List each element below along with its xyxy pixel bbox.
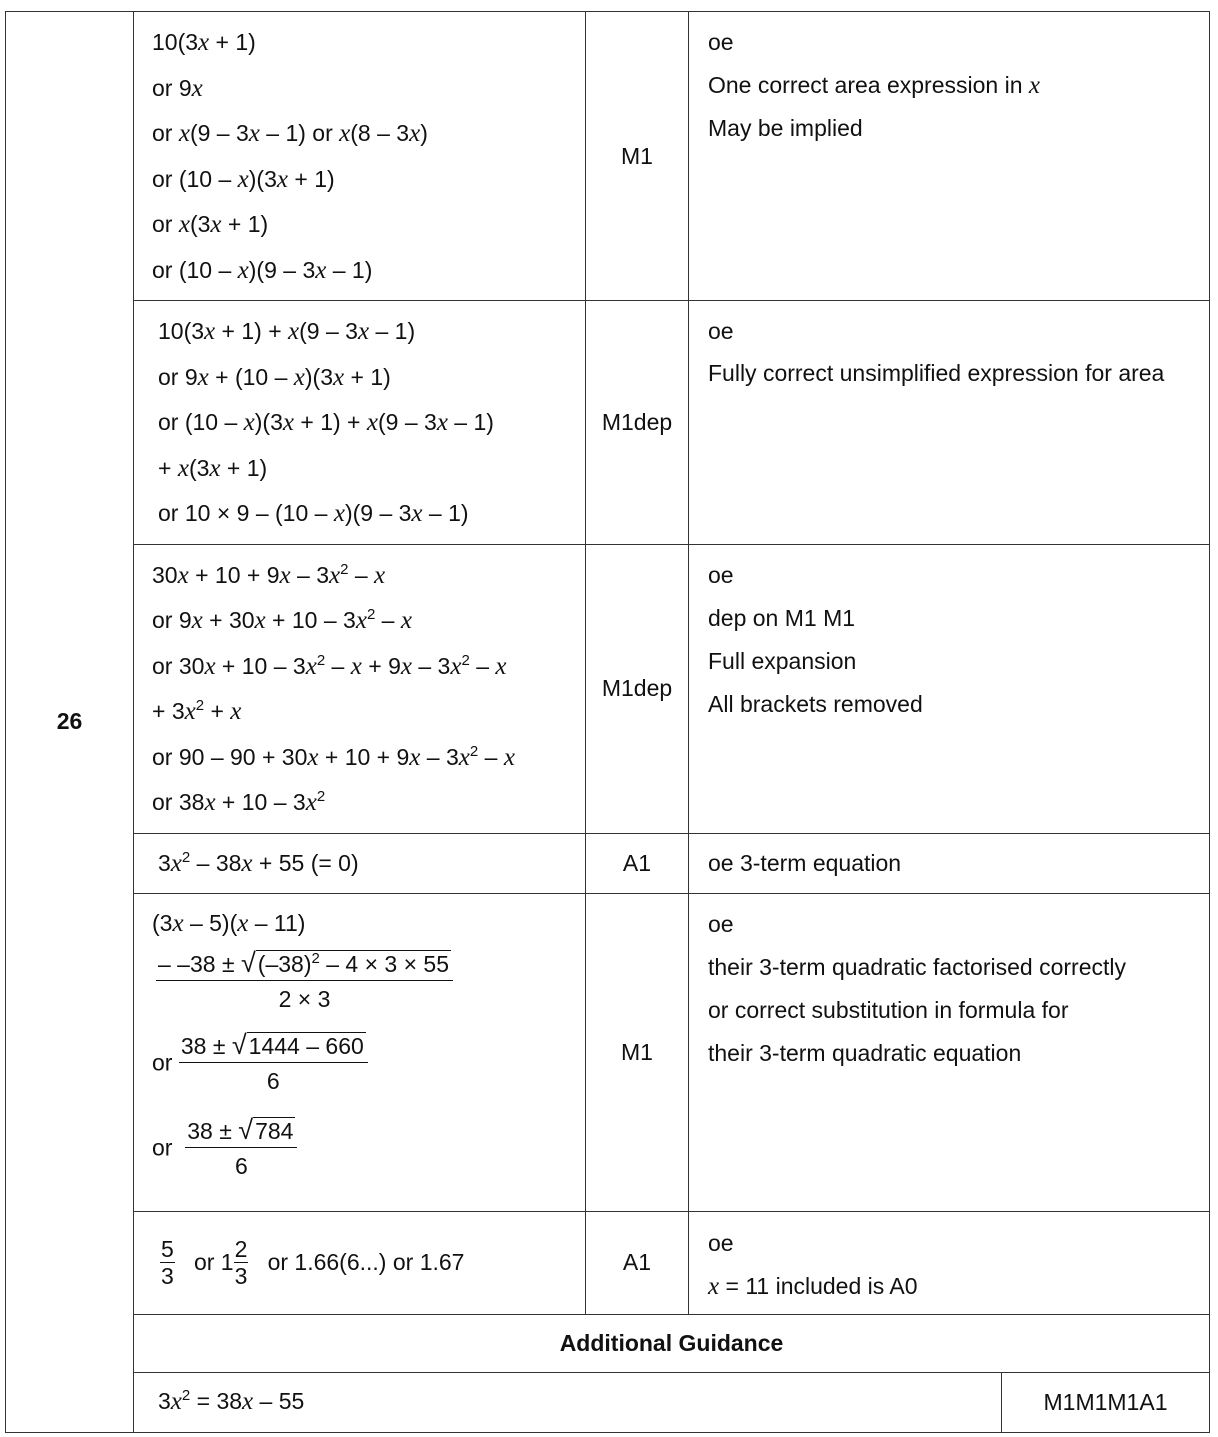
- math-text: May be implied: [708, 115, 863, 141]
- mark-row: [6, 12, 1210, 301]
- math-text: – 1): [447, 409, 494, 435]
- formula-fraction-3: or $\frac{38 \pm √784}{6}$: [152, 1115, 585, 1195]
- mark-cell: M1: [586, 893, 689, 1211]
- mark-cell: A1: [586, 1211, 689, 1314]
- math-text: + 10 + 9: [318, 743, 410, 770]
- math-text: + 1): [288, 165, 335, 192]
- text-line: [152, 73, 585, 119]
- mark-cell: M1dep: [586, 544, 689, 833]
- text-line: [708, 848, 1209, 878]
- math-text: or 90 – 90 + 30: [152, 743, 308, 770]
- superscript: 2: [195, 697, 205, 714]
- math-text: )(9 – 3: [344, 500, 412, 526]
- math-text: oe: [708, 1229, 734, 1256]
- math-variable: x: [400, 652, 412, 680]
- guidance-marks: M1M1M1A1: [1002, 1372, 1210, 1432]
- math-text: their 3-term quadratic equation: [708, 1039, 1022, 1066]
- math-text: – 1): [422, 500, 469, 526]
- math-text: + 1): [220, 454, 268, 481]
- math-variable: x: [172, 909, 184, 937]
- text-line: [152, 209, 585, 255]
- math-variable: x: [241, 849, 253, 877]
- math-text: –: [375, 607, 401, 633]
- math-variable: x: [495, 652, 507, 680]
- text-line: [708, 27, 1209, 70]
- math-text: ): [420, 120, 428, 146]
- math-text: – 1): [369, 318, 416, 344]
- comments-cell: [689, 301, 1210, 545]
- math-text: –: [478, 743, 504, 770]
- mark-row: [6, 1211, 1210, 1314]
- text-line: [158, 498, 585, 544]
- math-text: )(3: [304, 363, 334, 390]
- text-line: [708, 1271, 1209, 1314]
- math-variable: x: [411, 500, 423, 527]
- math-text: – 11): [248, 909, 306, 936]
- math-variable: x: [197, 363, 209, 391]
- math-text: (3: [188, 454, 210, 481]
- math-variable: x: [409, 743, 421, 771]
- math-variable: x: [248, 120, 260, 147]
- text-line: [158, 362, 585, 408]
- math-text: One correct area expression in: [708, 72, 1029, 98]
- math-text: 3: [158, 1388, 171, 1414]
- comments-cell: [689, 12, 1210, 301]
- math-variable: x: [170, 849, 182, 877]
- math-variable: x: [350, 652, 362, 680]
- math-variable: x: [357, 318, 370, 345]
- math-text: – 1) or: [259, 120, 340, 146]
- math-text: + 9: [361, 652, 401, 679]
- superscript: 2: [340, 560, 349, 578]
- working-cell: [134, 544, 586, 833]
- math-variable: x: [210, 211, 222, 238]
- math-text: – 3: [290, 561, 329, 588]
- math-variable: x: [305, 789, 317, 816]
- text-line: [152, 27, 585, 73]
- math-text: oe: [708, 910, 734, 937]
- math-text: = 38: [190, 1388, 243, 1414]
- math-text: or (10 –: [152, 256, 238, 283]
- math-text: or 9: [158, 363, 198, 390]
- math-text: oe 3-term equation: [708, 850, 902, 876]
- mark-cell: A1: [586, 833, 689, 893]
- math-text: (9 – 3: [299, 318, 358, 344]
- math-text: + 30: [202, 607, 255, 633]
- math-variable: x: [230, 698, 242, 725]
- text-line: [708, 560, 1209, 603]
- additional-guidance-heading: Additional Guidance: [134, 1314, 1210, 1372]
- formula-fraction-2: or $\frac{38 \pm √1444 - 660}{6}$: [152, 1030, 585, 1115]
- math-text: or: [152, 211, 179, 237]
- working-cell: [134, 833, 586, 893]
- math-text: (9 – 3: [377, 409, 437, 435]
- math-text: + 1): [221, 211, 269, 237]
- math-text: 30: [152, 561, 178, 588]
- text-line: [152, 787, 585, 833]
- math-text: –: [469, 652, 496, 679]
- mark-cell: M1dep: [586, 301, 689, 545]
- guidance-heading-row: [6, 1314, 1210, 1372]
- math-variable: x: [374, 561, 386, 589]
- math-text: 10(3: [158, 318, 205, 344]
- math-text: + 10 – 3: [265, 607, 356, 633]
- math-variable: x: [305, 652, 317, 680]
- working-cell: [134, 301, 586, 545]
- text-line: [708, 952, 1209, 995]
- math-text: –: [348, 561, 375, 588]
- math-text: + 55 (= 0): [252, 849, 359, 876]
- math-variable: x: [204, 652, 216, 680]
- math-text: + 10 – 3: [215, 789, 306, 815]
- math-text: (8 – 3: [350, 120, 410, 146]
- text-line: [708, 359, 1209, 387]
- text-line: [152, 696, 585, 742]
- math-text: +: [158, 454, 178, 481]
- guidance-row: [6, 1372, 1210, 1432]
- math-text: + 1): [209, 29, 256, 55]
- text-line: [708, 995, 1209, 1038]
- math-variable: x: [708, 1272, 720, 1300]
- math-variable: x: [450, 652, 462, 680]
- math-text: = 11 included is A0: [719, 1272, 918, 1299]
- superscript: 2: [461, 651, 470, 669]
- text-line: [158, 453, 585, 499]
- text-line: [158, 316, 585, 362]
- math-variable: x: [178, 120, 190, 147]
- math-variable: x: [237, 256, 249, 284]
- math-text: or: [152, 120, 179, 146]
- math-text: or 38: [152, 789, 205, 815]
- math-variable: x: [293, 363, 305, 391]
- math-variable: x: [400, 607, 412, 634]
- guidance-text: [134, 1372, 1002, 1432]
- math-text: + 1) +: [215, 318, 289, 344]
- math-text: (9 – 3: [189, 120, 249, 146]
- factorised-expression: [152, 908, 585, 948]
- text-line: [152, 651, 585, 697]
- math-text: 10(3: [152, 29, 199, 55]
- math-variable: x: [243, 409, 255, 436]
- math-variable: x: [1028, 72, 1040, 99]
- math-text: )(3: [248, 165, 277, 192]
- math-variable: x: [288, 318, 300, 345]
- text-line: [708, 689, 1209, 732]
- math-variable: x: [177, 454, 189, 482]
- math-variable: x: [237, 165, 249, 193]
- formula-fraction-1: $\frac{- -38 \pm √(-38)^2 - 4 \times 3 \times 55}{2 \times 3}$: [152, 948, 585, 1030]
- math-variable: x: [237, 909, 249, 937]
- math-variable: x: [366, 409, 378, 436]
- superscript: 2: [316, 788, 326, 805]
- comments-cell: [689, 544, 1210, 833]
- math-text: – 5)(: [183, 909, 238, 936]
- superscript: 2: [366, 606, 376, 623]
- math-variable: x: [409, 120, 421, 147]
- text-line: [708, 1228, 1209, 1271]
- math-text: )(3: [254, 409, 283, 435]
- mark-row: [6, 833, 1210, 893]
- math-variable: x: [276, 165, 288, 193]
- math-variable: x: [204, 318, 216, 345]
- math-variable: x: [279, 561, 291, 589]
- math-text: – 1): [326, 256, 373, 283]
- math-variable: x: [191, 607, 203, 634]
- math-variable: x: [184, 698, 196, 725]
- math-variable: x: [170, 1388, 182, 1415]
- comments-cell: [689, 893, 1210, 1211]
- math-text: + (10 –: [208, 363, 294, 390]
- math-text: oe: [708, 29, 734, 55]
- math-text: + 10 + 9: [188, 561, 280, 588]
- math-text: – 3: [411, 652, 451, 679]
- math-variable: x: [339, 120, 351, 147]
- math-text: or 9: [152, 607, 192, 633]
- working-cell: [134, 893, 586, 1211]
- math-variable: x: [355, 607, 367, 634]
- math-text: or 10 × 9 – (10 –: [158, 500, 334, 526]
- math-text: – 3: [420, 743, 459, 770]
- mark-cell: M1: [586, 12, 689, 301]
- text-line: [708, 70, 1209, 113]
- text-line: [152, 118, 585, 164]
- math-text: their 3-term quadratic factorised correctly: [708, 953, 1126, 980]
- math-text: + 3: [152, 698, 185, 724]
- math-variable: x: [209, 454, 221, 482]
- math-variable: x: [333, 500, 345, 527]
- math-text: Full expansion: [708, 647, 857, 674]
- math-text: or (10 –: [158, 409, 244, 435]
- text-line: [708, 1038, 1209, 1081]
- math-variable: x: [503, 743, 515, 771]
- text-line: [708, 909, 1209, 952]
- math-text: (3: [189, 211, 211, 237]
- math-text: or (10 –: [152, 165, 238, 192]
- math-variable: x: [458, 743, 470, 771]
- superscript: 2: [181, 1387, 191, 1404]
- math-text: )(9 – 3: [248, 256, 316, 283]
- mark-row: [6, 544, 1210, 833]
- text-line: [158, 407, 585, 453]
- text-line: [152, 164, 585, 210]
- math-text: oe: [708, 318, 734, 344]
- text-line: [708, 603, 1209, 646]
- math-text: 3: [158, 849, 171, 876]
- math-text: +: [204, 698, 231, 724]
- superscript: 2: [469, 742, 479, 760]
- text-line: [152, 605, 585, 651]
- question-number: 26: [6, 12, 134, 1433]
- math-text: oe: [708, 561, 734, 588]
- math-variable: x: [178, 211, 190, 238]
- math-variable: x: [177, 561, 189, 589]
- math-text: – 55: [253, 1388, 305, 1414]
- math-variable: x: [204, 789, 216, 816]
- superscript: 2: [316, 651, 326, 669]
- text-line: [152, 742, 585, 788]
- math-variable: x: [242, 1388, 254, 1415]
- math-text: – 38: [190, 849, 242, 876]
- math-text: (3: [152, 909, 173, 936]
- text-line: [708, 646, 1209, 689]
- text-line: [152, 255, 585, 301]
- math-text: or correct substitution in formula for: [708, 996, 1069, 1023]
- math-text: –: [325, 652, 351, 679]
- math-variable: x: [436, 409, 448, 436]
- math-variable: x: [198, 29, 210, 56]
- math-variable: x: [282, 409, 294, 436]
- mark-scheme-table: [5, 11, 1210, 1433]
- math-text: or 30: [152, 652, 205, 679]
- working-cell: $\frac{5}{3}$ or 1 $\frac{2}{3}$ or 1.66(6...) or 1.67: [134, 1211, 586, 1314]
- comments-cell: [689, 833, 1210, 893]
- mark-row: [6, 301, 1210, 545]
- math-variable: x: [329, 561, 341, 589]
- working-cell: [134, 12, 586, 301]
- text-line: [158, 848, 585, 879]
- math-text: + 1): [344, 363, 391, 390]
- math-variable: x: [254, 607, 266, 634]
- math-variable: x: [191, 74, 203, 102]
- text-line: [708, 316, 1209, 359]
- math-text: Fully correct unsimplified expression for area: [708, 360, 1165, 386]
- math-text: All brackets removed: [708, 690, 923, 717]
- comments-cell: [689, 1211, 1210, 1314]
- text-line: [708, 113, 1209, 156]
- math-text: dep on M1 M1: [708, 604, 856, 631]
- answer-fraction: $\frac{5}{3}$: [161, 1236, 174, 1289]
- math-variable: x: [307, 743, 319, 771]
- math-variable: x: [333, 363, 345, 391]
- mark-row: [6, 893, 1210, 1211]
- text-line: [152, 560, 585, 606]
- math-text: + 1) +: [294, 409, 367, 435]
- answer-mixed-fraction: $\frac{2}{3}$: [234, 1236, 248, 1289]
- math-variable: x: [315, 256, 327, 284]
- math-text: + 10 – 3: [215, 652, 306, 679]
- superscript: 2: [181, 848, 191, 866]
- math-text: or 9: [152, 74, 192, 101]
